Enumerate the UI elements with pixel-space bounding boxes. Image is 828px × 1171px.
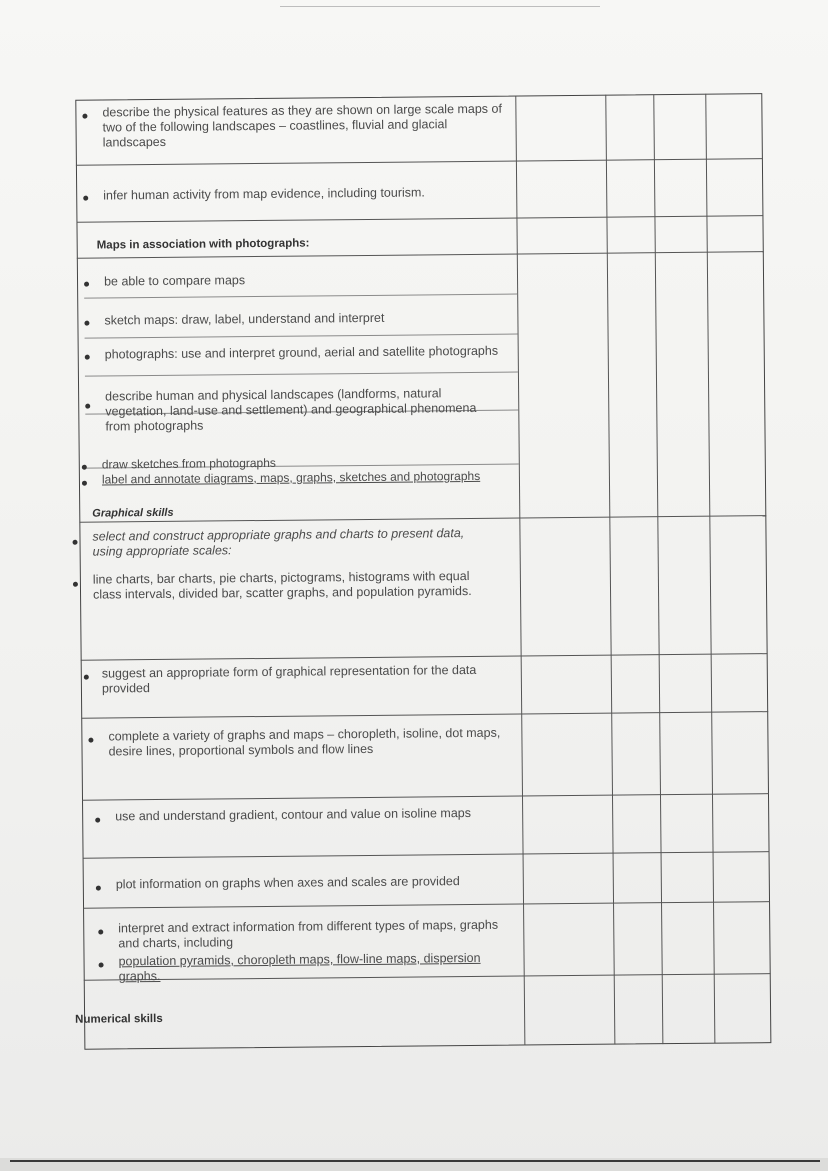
bullet-icon [83, 196, 88, 201]
skills-checklist-table [50, 63, 771, 1050]
skill-item: be able to compare maps [103, 273, 246, 289]
bullet-icon [82, 465, 87, 470]
bullet-icon [95, 818, 100, 823]
bullet-icon [99, 963, 104, 968]
bullet-icon [96, 886, 101, 891]
bullet-icon [85, 404, 90, 409]
bullet-icon [98, 930, 103, 935]
skill-item: infer human activity from map evidence, including tourism. [103, 185, 425, 203]
skill-item: describe human and physical landscapes (landforms, natural vegetation, land-use and settlement) and geographical phenomena from photographs [105, 386, 477, 434]
bullet-icon [73, 540, 78, 545]
bullet-icon [84, 321, 89, 326]
bullet-icon [84, 675, 89, 680]
skill-item: suggest an appropriate form of graphical representation for the data provided [101, 662, 477, 696]
skill-item: photographs: use and interpret ground, aerial and satellite photographs [104, 343, 499, 362]
bullet-icon [82, 481, 87, 486]
skill-item: use and understand gradient, contour and value on isoline maps [115, 805, 472, 824]
bullet-icon [82, 114, 87, 119]
skill-item: draw sketches from photographs [101, 455, 276, 472]
skill-item: population pyramids, choropleth maps, flow-line maps, dispersion graphs. [118, 950, 481, 984]
section-heading: Graphical skills [92, 506, 174, 520]
bullet-icon [73, 582, 78, 587]
section-heading: Numerical skills [75, 1012, 163, 1026]
skill-item: select and construct appropriate graphs and charts to present data, using appropriate scales: [92, 526, 465, 559]
skill-item: line charts, bar charts, pie charts, pictograms, histograms with equal class intervals, divided bar, scatter graphs, and population pyramids. [92, 568, 472, 602]
bullet-icon [84, 282, 89, 287]
scan-top-edge [280, 6, 600, 7]
scan-bottom-line [10, 1160, 820, 1162]
bullet-icon [88, 738, 93, 743]
skill-item: describe the physical features as they are shown on large scale maps of two of the following landscapes – coastlines, fluvial and glacial landscapes [102, 101, 502, 150]
skill-item: plot information on graphs when axes and scales are provided [115, 874, 460, 892]
bullet-icon [85, 355, 90, 360]
skill-item: complete a variety of graphs and maps – choropleth, isoline, dot maps, desire lines, proportional symbols and flow lines [108, 725, 501, 759]
section-heading: Maps in association with photographs: [96, 237, 310, 252]
skill-item: sketch maps: draw, label, understand and interpret [104, 310, 385, 328]
skill-item: interpret and extract information from different types of maps, graphs and charts, including [118, 917, 499, 951]
skill-item: label and annotate diagrams, maps, graphs, sketches and photographs [101, 468, 481, 487]
